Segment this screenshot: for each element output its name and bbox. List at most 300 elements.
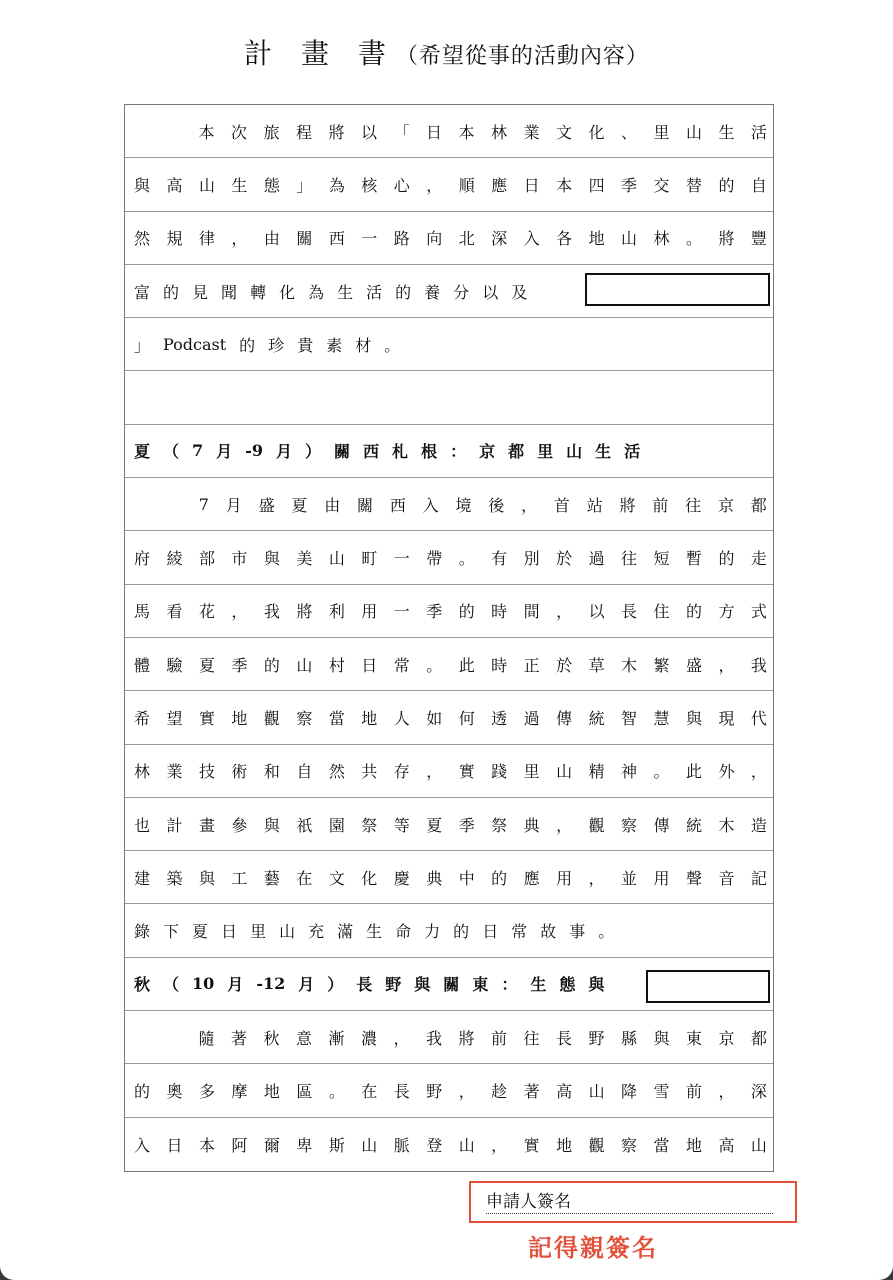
char-cell: 園 (328, 815, 345, 835)
char-cell: 的 (263, 655, 280, 675)
char-cell: 看 (166, 602, 183, 622)
title-sub: （希望從事的活動內容） (395, 44, 649, 69)
char-cell: 自 (750, 175, 767, 195)
char-cell: 將 (619, 495, 636, 515)
char-cell: ： (450, 442, 467, 462)
char-cell: 縣 (620, 1028, 637, 1048)
char-cell: 入 (422, 495, 439, 515)
char-cell: 往 (523, 1028, 540, 1048)
char-cell: 各 (556, 229, 573, 249)
char-cell: 美 (296, 549, 313, 569)
char-cell: 將 (718, 229, 735, 249)
char-cell: 奧 (166, 1081, 183, 1101)
row-text (134, 478, 767, 530)
char-cell: 計 (166, 815, 183, 835)
char-cell: 此 (458, 655, 475, 675)
char-cell: 町 (361, 549, 378, 569)
char-cell: -12 (256, 974, 286, 994)
char-cell: 深 (750, 1081, 767, 1101)
char-cell: 林 (490, 122, 507, 142)
row-text (134, 745, 767, 797)
char-cell: 業 (166, 762, 183, 782)
char-cell: 建 (134, 868, 151, 888)
row-text (134, 798, 767, 850)
grid-row (125, 691, 773, 744)
char-cell: 見 (192, 282, 209, 302)
char-cell: 神 (621, 762, 638, 782)
char-cell: 參 (231, 815, 248, 835)
char-cell: 與 (414, 975, 431, 995)
char-cell: 一 (361, 229, 378, 249)
char-cell: 里 (537, 442, 554, 462)
char-cell: 」 (296, 175, 313, 195)
char-cell: 心 (393, 175, 410, 195)
char-cell: 前 (490, 1028, 507, 1048)
char-cell: 以 (588, 602, 605, 622)
char-cell: 花 (198, 602, 215, 622)
corner-decoration (0, 1266, 14, 1280)
char-cell: 統 (588, 708, 605, 728)
char-cell: 時 (491, 602, 508, 622)
char-cell: 短 (653, 549, 670, 569)
char-cell: 7 (192, 441, 204, 461)
char-cell: 力 (424, 922, 441, 942)
char-cell: 共 (361, 762, 378, 782)
char-cell: 記 (750, 868, 767, 888)
char-cell: （ (163, 442, 180, 462)
char-cell: -9 (245, 441, 263, 461)
char-cell: 爾 (263, 1135, 280, 1155)
char-cell: 府 (134, 549, 151, 569)
char-cell: 與 (685, 708, 702, 728)
char-cell: 用 (361, 602, 378, 622)
char-cell: 高 (718, 1135, 735, 1155)
char-cell: 豐 (750, 229, 767, 249)
char-cell: 程 (295, 122, 312, 142)
char-cell: ） (327, 975, 344, 995)
char-cell: 的 (718, 175, 735, 195)
char-cell: 月 (225, 495, 242, 515)
char-cell: 過 (523, 708, 540, 728)
char-cell: 化 (279, 282, 296, 302)
char-cell: 草 (588, 655, 605, 675)
char-cell: 一 (393, 549, 410, 569)
char-cell: 秋 (263, 1028, 280, 1048)
char-cell: 為 (308, 282, 325, 302)
char-cell: 西 (328, 229, 345, 249)
char-cell: 季 (458, 815, 475, 835)
char-cell: 月 (275, 442, 292, 462)
char-cell: 夏 (192, 922, 209, 942)
char-cell: 貴 (297, 335, 314, 355)
row-text (134, 212, 767, 264)
row-text (134, 371, 767, 423)
char-cell: 祭 (361, 815, 378, 835)
char-cell: 地 (231, 708, 248, 728)
char-cell: 祇 (296, 815, 313, 835)
char-cell: Podcast (163, 334, 227, 354)
row-text (134, 158, 767, 210)
char-cell: 態 (263, 175, 280, 195)
char-cell: 帶 (426, 549, 443, 569)
char-cell: 野 (426, 1081, 443, 1101)
char-cell: 慶 (393, 868, 410, 888)
char-cell: 脈 (393, 1135, 410, 1155)
char-cell: 充 (308, 922, 325, 942)
row-text (134, 531, 767, 583)
char-cell: 前 (652, 495, 669, 515)
char-cell: 驗 (166, 655, 183, 675)
char-cell: 生 (366, 922, 383, 942)
grid-row (125, 425, 773, 478)
char-cell: 山 (621, 229, 638, 249)
char-cell: ， (426, 175, 443, 195)
char-cell: 東 (472, 975, 489, 995)
char-cell: 濃 (360, 1028, 377, 1048)
char-cell: 里 (250, 922, 267, 942)
char-cell: 本 (458, 122, 475, 142)
char-cell: 於 (556, 549, 573, 569)
char-cell: 過 (588, 549, 605, 569)
char-cell: 文 (328, 868, 345, 888)
row-text (134, 585, 767, 637)
grid-row (125, 958, 773, 1011)
char-cell: 規 (166, 229, 183, 249)
char-cell: 畫 (198, 815, 215, 835)
char-cell: 我 (425, 1028, 442, 1048)
char-cell: 後 (488, 495, 505, 515)
char-cell: 交 (653, 175, 670, 195)
char-cell: 當 (653, 1135, 670, 1155)
char-cell: 術 (231, 762, 248, 782)
char-cell: 季 (231, 655, 248, 675)
char-cell: 斯 (328, 1135, 345, 1155)
grid-row (125, 745, 773, 798)
char-cell: ， (231, 229, 248, 249)
grid-row (125, 1011, 773, 1064)
char-cell: 根 (421, 442, 438, 462)
char-cell: 等 (393, 815, 410, 835)
char-cell: 和 (263, 762, 280, 782)
char-cell: 實 (523, 1135, 540, 1155)
char-cell: 西 (389, 495, 406, 515)
char-cell: 。 (384, 335, 401, 355)
char-cell: 站 (586, 495, 603, 515)
char-cell: 日 (361, 655, 378, 675)
char-cell: 生 (530, 975, 547, 995)
char-cell: 野 (588, 1028, 605, 1048)
grid-row (125, 478, 773, 531)
char-cell: 當 (328, 708, 345, 728)
grid-row (125, 904, 773, 957)
row-text (134, 1118, 767, 1171)
char-cell: 中 (458, 868, 475, 888)
char-cell: 山 (198, 175, 215, 195)
char-cell: 活 (750, 122, 767, 142)
char-cell: 日 (166, 1135, 183, 1155)
char-cell: 著 (523, 1081, 540, 1101)
char-cell: ， (426, 762, 443, 782)
char-cell: 。 (458, 549, 475, 569)
char-cell: 的 (491, 868, 508, 888)
char-cell: 滿 (337, 922, 354, 942)
char-cell: 在 (296, 868, 313, 888)
grid-row (125, 105, 773, 158)
char-cell: 傳 (556, 708, 573, 728)
row-text (134, 691, 767, 743)
char-cell: 木 (718, 815, 735, 835)
char-cell: 技 (198, 762, 215, 782)
char-cell: 山 (588, 1081, 605, 1101)
char-cell: 常 (393, 655, 410, 675)
char-cell: 關 (296, 229, 313, 249)
char-cell: 西 (363, 442, 380, 462)
char-cell: 高 (556, 1081, 573, 1101)
char-cell: 於 (556, 655, 573, 675)
char-cell: 村 (328, 655, 345, 675)
char-cell: 的 (458, 602, 475, 622)
char-cell: 活 (624, 442, 641, 462)
char-cell: 京 (479, 442, 496, 462)
char-cell: （ (163, 975, 180, 995)
char-cell: 林 (134, 762, 151, 782)
row-text (134, 105, 767, 157)
char-cell: 素 (326, 335, 343, 355)
char-cell: 正 (523, 655, 540, 675)
char-cell: ， (556, 815, 573, 835)
char-cell: 山 (750, 1135, 767, 1155)
char-cell: 月 (216, 442, 233, 462)
char-cell: 山 (685, 122, 702, 142)
char-cell: 盛 (685, 655, 702, 675)
char-cell: 與 (263, 815, 280, 835)
char-cell: 著 (230, 1028, 247, 1048)
char-cell: 我 (750, 655, 767, 675)
row-text (134, 638, 767, 690)
char-cell: 降 (621, 1081, 638, 1101)
char-cell: 然 (134, 229, 151, 249)
char-cell: 趁 (491, 1081, 508, 1101)
char-cell: 利 (328, 602, 345, 622)
char-cell: 統 (685, 815, 702, 835)
char-cell: 由 (263, 229, 280, 249)
char-cell: ， (750, 762, 767, 782)
redaction-box (585, 273, 770, 306)
char-cell: 一 (393, 602, 410, 622)
char-cell: 轉 (250, 282, 267, 302)
char-cell: 察 (621, 1135, 638, 1155)
char-cell: 聲 (685, 868, 702, 888)
char-cell: 。 (328, 1081, 345, 1101)
char-cell: 應 (523, 868, 540, 888)
char-cell: 及 (511, 282, 528, 302)
char-cell: 都 (508, 442, 525, 462)
char-cell: 里 (523, 762, 540, 782)
char-cell: ， (231, 602, 248, 622)
char-cell: 由 (324, 495, 341, 515)
char-cell: 日 (523, 175, 540, 195)
char-cell: 路 (393, 229, 410, 249)
char-cell: 察 (621, 815, 638, 835)
char-cell: 的 (239, 335, 256, 355)
char-cell: 生 (337, 282, 354, 302)
char-cell: 生 (595, 442, 612, 462)
char-cell: 山 (556, 762, 573, 782)
char-cell: 本 (198, 122, 215, 142)
char-cell: 智 (621, 708, 638, 728)
char-cell: 化 (361, 868, 378, 888)
char-cell: 夏 (291, 495, 308, 515)
char-cell: 生 (718, 122, 735, 142)
char-cell: 別 (523, 549, 540, 569)
row-text (134, 1064, 767, 1116)
char-cell: 長 (356, 975, 373, 995)
char-cell: ， (718, 655, 735, 675)
char-cell: 山 (566, 442, 583, 462)
char-cell: 意 (295, 1028, 312, 1048)
char-cell: 下 (163, 922, 180, 942)
grid-row (125, 265, 773, 318)
row-text (134, 425, 767, 477)
char-cell: 希 (134, 708, 151, 728)
char-cell: ） (304, 442, 321, 462)
char-cell: 長 (393, 1081, 410, 1101)
char-cell: 雪 (653, 1081, 670, 1101)
char-cell: 漸 (328, 1028, 345, 1048)
char-cell: 分 (453, 282, 470, 302)
char-cell: 入 (134, 1135, 151, 1155)
char-cell: 林 (653, 229, 670, 249)
char-cell: 典 (523, 815, 540, 835)
char-cell: 存 (393, 762, 410, 782)
char-cell: 觀 (263, 708, 280, 728)
char-cell: 都 (750, 495, 767, 515)
char-cell: 慧 (653, 708, 670, 728)
char-cell: 聞 (221, 282, 238, 302)
char-cell: 珍 (268, 335, 285, 355)
title-main: 計 畫 書 (244, 37, 396, 70)
char-cell: 季 (621, 175, 638, 195)
char-cell: 本 (198, 1135, 215, 1155)
char-cell: 山 (458, 1135, 475, 1155)
char-cell: 音 (718, 868, 735, 888)
char-cell: 精 (588, 762, 605, 782)
char-cell: ， (521, 495, 538, 515)
char-cell: ， (718, 1081, 735, 1101)
grid-row (125, 638, 773, 691)
grid-row (125, 798, 773, 851)
char-cell: 旅 (263, 122, 280, 142)
char-cell: 在 (361, 1081, 378, 1101)
char-cell: 馬 (134, 602, 151, 622)
char-cell: 地 (685, 1135, 702, 1155)
char-cell: 觀 (588, 1135, 605, 1155)
char-cell: 季 (426, 602, 443, 622)
char-cell: 外 (718, 762, 735, 782)
grid-row (125, 371, 773, 424)
char-cell: 律 (198, 229, 215, 249)
char-cell: 化 (588, 122, 605, 142)
char-cell: 與 (653, 1028, 670, 1048)
char-cell: 以 (482, 282, 499, 302)
char-cell: 業 (523, 122, 540, 142)
char-cell: 盛 (258, 495, 275, 515)
corner-decoration (879, 1266, 893, 1280)
char-cell: 的 (163, 282, 180, 302)
char-cell: 深 (491, 229, 508, 249)
char-cell: 綾 (166, 549, 183, 569)
char-cell: 自 (296, 762, 313, 782)
char-cell: 向 (426, 229, 443, 249)
char-cell: 繁 (653, 655, 670, 675)
char-cell: 生 (231, 175, 248, 195)
char-cell: 察 (296, 708, 313, 728)
char-cell: 為 (328, 175, 345, 195)
char-cell: 觀 (588, 815, 605, 835)
char-cell: 材 (355, 335, 372, 355)
char-cell: 然 (328, 762, 345, 782)
char-cell: 地 (361, 708, 378, 728)
char-cell: 木 (621, 655, 638, 675)
plan-grid (124, 104, 774, 1172)
grid-row (125, 531, 773, 584)
char-cell: 日 (482, 922, 499, 942)
char-cell: 高 (166, 175, 183, 195)
signature-field[interactable] (469, 1181, 797, 1223)
char-cell: 替 (685, 175, 702, 195)
char-cell: ， (393, 1028, 410, 1048)
char-cell: 造 (750, 815, 767, 835)
char-cell: 隨 (198, 1028, 215, 1048)
char-cell: 野 (385, 975, 402, 995)
char-cell: 。 (426, 655, 443, 675)
char-cell: 月 (298, 975, 315, 995)
char-cell: 。 (653, 762, 670, 782)
char-cell: 透 (491, 708, 508, 728)
char-cell: 用 (556, 868, 573, 888)
char-cell: 北 (458, 229, 475, 249)
char-cell: 入 (523, 229, 540, 249)
char-cell: 關 (334, 442, 351, 462)
char-cell: 前 (685, 1081, 702, 1101)
char-cell: 「 (393, 122, 410, 142)
row-text (134, 318, 767, 370)
char-cell: 我 (263, 602, 280, 622)
char-cell: 並 (621, 868, 638, 888)
char-cell: 住 (653, 602, 670, 622)
char-cell: 典 (426, 868, 443, 888)
char-cell: 藝 (263, 868, 280, 888)
char-cell: 京 (718, 1028, 735, 1048)
char-cell: 里 (653, 122, 670, 142)
page-title (0, 32, 893, 72)
char-cell: 日 (221, 922, 238, 942)
char-cell: 月 (227, 975, 244, 995)
grid-row (125, 212, 773, 265)
char-cell: 核 (361, 175, 378, 195)
char-cell: 四 (588, 175, 605, 195)
char-cell: 態 (559, 975, 576, 995)
char-cell: 地 (263, 1081, 280, 1101)
char-cell: 摩 (231, 1081, 248, 1101)
char-cell: 次 (230, 122, 247, 142)
row-text (134, 904, 767, 956)
char-cell: 現 (718, 708, 735, 728)
char-cell: 夏 (426, 815, 443, 835)
char-cell: 應 (491, 175, 508, 195)
char-cell: 的 (453, 922, 470, 942)
char-cell: 」 (134, 335, 151, 355)
